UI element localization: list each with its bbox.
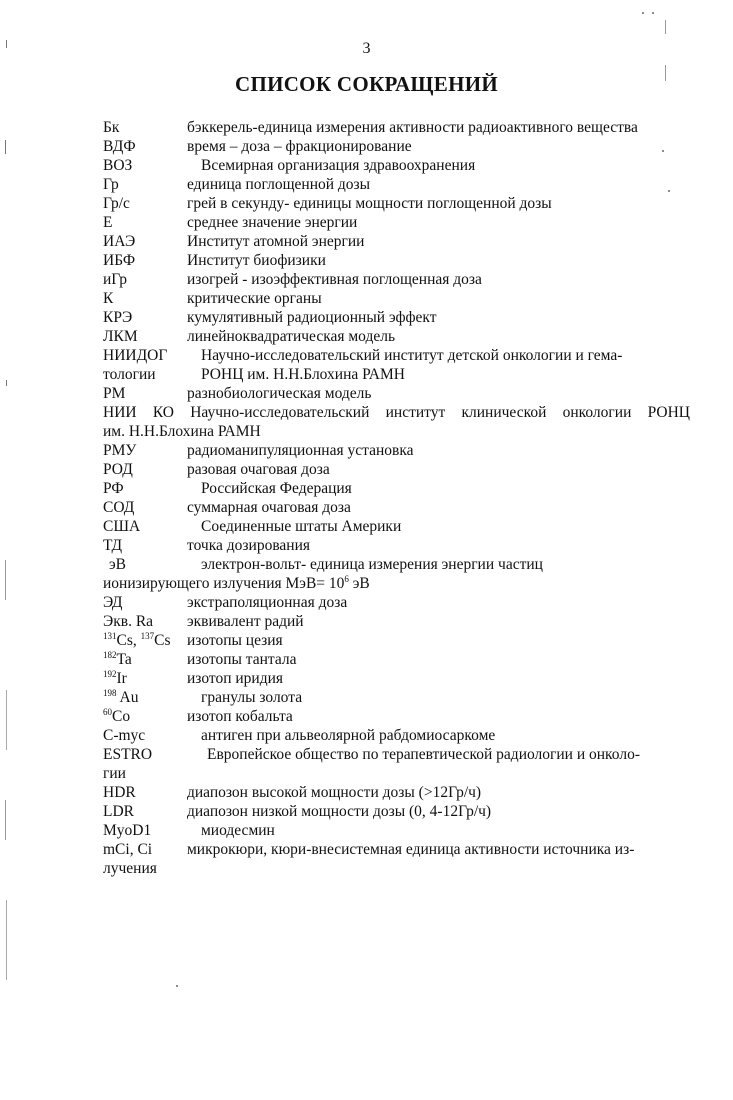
scan-artifact: [642, 12, 644, 14]
abbreviation: ESTRO: [103, 746, 153, 763]
definition: Европейское общество по терапевтической радиологии и онколо-: [207, 746, 640, 763]
definition: эквивалент радий: [187, 613, 304, 630]
abbreviation: РМУ: [103, 442, 137, 459]
abbreviation: Е: [103, 214, 113, 231]
abbreviation: ЛКМ: [103, 328, 138, 345]
definition: изотопы цезия: [187, 632, 283, 649]
scan-artifact: [5, 800, 6, 840]
scan-artifact: [6, 380, 7, 386]
definition-continuation: РОНЦ им. Н.Н.Блохина РАМН: [201, 366, 405, 383]
abbreviation: MyoD1: [103, 822, 152, 839]
definition: бэккерель-единица измерения активности радиоактивного вещества: [187, 119, 638, 136]
definition: изотопы тантала: [187, 651, 297, 668]
definition: точка дозирования: [187, 537, 311, 554]
definition: разовая очаговая доза: [187, 461, 330, 478]
abbreviation: США: [103, 518, 141, 535]
scan-artifact: [176, 985, 178, 987]
definition-continuation: тологии: [103, 366, 156, 383]
abbreviation: ВОЗ: [103, 157, 133, 174]
abbreviation: ЭД: [103, 594, 123, 611]
abbreviation: HDR: [103, 784, 136, 801]
scan-artifact: [662, 150, 664, 152]
abbreviation: НИИДОГ: [103, 347, 168, 364]
definition: экстраполяционная доза: [187, 594, 348, 611]
abbreviation: Гр: [103, 176, 119, 193]
definition: микрокюри, кюри-внесистемная единица активности источника из-: [187, 841, 635, 858]
definition: радиоманипуляционная установка: [187, 442, 414, 459]
definition: изогрей - изоэффективная поглощенная доза: [187, 271, 482, 288]
abbreviation: $^{182}$Ta: [103, 650, 132, 668]
definition: Российская Федерация: [201, 480, 352, 497]
definition: единица поглощенной дозы: [187, 176, 371, 193]
abbreviation: C-myc: [103, 727, 146, 744]
abbreviation: СОД: [103, 499, 135, 516]
abbreviation: КРЭ: [103, 309, 133, 326]
definition: Всемирная организация здравоохранения: [201, 157, 476, 174]
abbreviation: ТД: [103, 537, 123, 554]
definition: диапозон высокой мощности дозы (>12Гр/ч): [187, 784, 482, 801]
definition-continuation: им. Н.Н.Блохина РАМН: [103, 423, 261, 440]
scan-artifact: [665, 65, 666, 81]
abbreviation: $^{131}$Cs, $^{137}$Cs: [103, 631, 171, 649]
definition-continuation: лучения: [103, 860, 157, 877]
abbreviation: ИАЭ: [103, 233, 136, 250]
abbreviation: $^{198}$ Au: [103, 688, 139, 706]
definition-continuation: гии: [103, 765, 126, 782]
definition: грей в секунду- единицы мощности поглощенной дозы: [187, 195, 552, 212]
scan-artifact: [5, 560, 6, 600]
page-number: 3: [362, 40, 371, 57]
definition: Институт атомной энергии: [187, 233, 365, 250]
definition: электрон-вольт- единица измерения энергии частиц: [201, 556, 543, 573]
abbreviation: Экв. Ra: [103, 613, 154, 630]
page-title: СПИСОК СОКРАЩЕНИЙ: [234, 72, 499, 96]
definition: изотоп кобальта: [187, 708, 293, 725]
definition: антиген при альвеолярной рабдомиосаркоме: [201, 727, 496, 744]
abbreviation: $^{192}$Ir: [103, 669, 127, 687]
abbreviation: Гр/с: [103, 195, 130, 212]
list-item: НИИ КО Научно-исследовательский институт клинической онкологии РОНЦ: [103, 404, 690, 421]
definition: разнобиологическая модель: [187, 385, 372, 402]
definition-continuation: ионизирующего излучения $МэВ= 10^6$ эВ: [103, 574, 370, 592]
definition: Соединенные штаты Америки: [201, 518, 402, 535]
abbreviation: mCi, Ci: [103, 841, 153, 858]
abbreviation: РФ: [103, 480, 124, 497]
abbreviation: эВ: [109, 556, 126, 573]
definition: Научно-исследовательский институт детской онкологии и гема-: [201, 347, 623, 364]
definition: изотоп иридия: [187, 670, 284, 687]
scan-artifact: [652, 12, 654, 14]
abbreviation: К: [103, 290, 114, 307]
definition: кумулятивный радиоционный эффект: [187, 309, 437, 326]
abbreviation: РОД: [103, 461, 133, 478]
definition: Институт биофизики: [187, 252, 326, 269]
scan-artifact: [665, 20, 666, 34]
definition: среднее значение энергии: [187, 214, 358, 231]
definition: время – доза – фракционирование: [187, 138, 412, 155]
scan-artifact: [5, 140, 6, 154]
abbreviation: РМ: [103, 385, 126, 402]
abbreviation: ИБФ: [103, 252, 136, 269]
scan-artifact: [6, 900, 7, 980]
definition: гранулы золота: [201, 689, 303, 706]
abbreviation: LDR: [103, 803, 134, 820]
scan-artifact: [6, 40, 7, 48]
definition: диапозон низкой мощности дозы (0, 4-12Гр/ч): [187, 803, 492, 820]
abbreviation: Бк: [103, 119, 120, 136]
abbreviation: иГр: [103, 271, 128, 288]
definition: критические органы: [187, 290, 322, 307]
abbreviation: ВДФ: [103, 138, 136, 155]
definition: линейноквадратическая модель: [187, 328, 396, 345]
scan-artifact: [6, 690, 7, 750]
abbreviation: $^{60}$Co: [103, 707, 131, 725]
definition: миодесмин: [201, 822, 275, 839]
definition: суммарная очаговая доза: [187, 499, 351, 516]
scan-artifact: [668, 190, 670, 192]
